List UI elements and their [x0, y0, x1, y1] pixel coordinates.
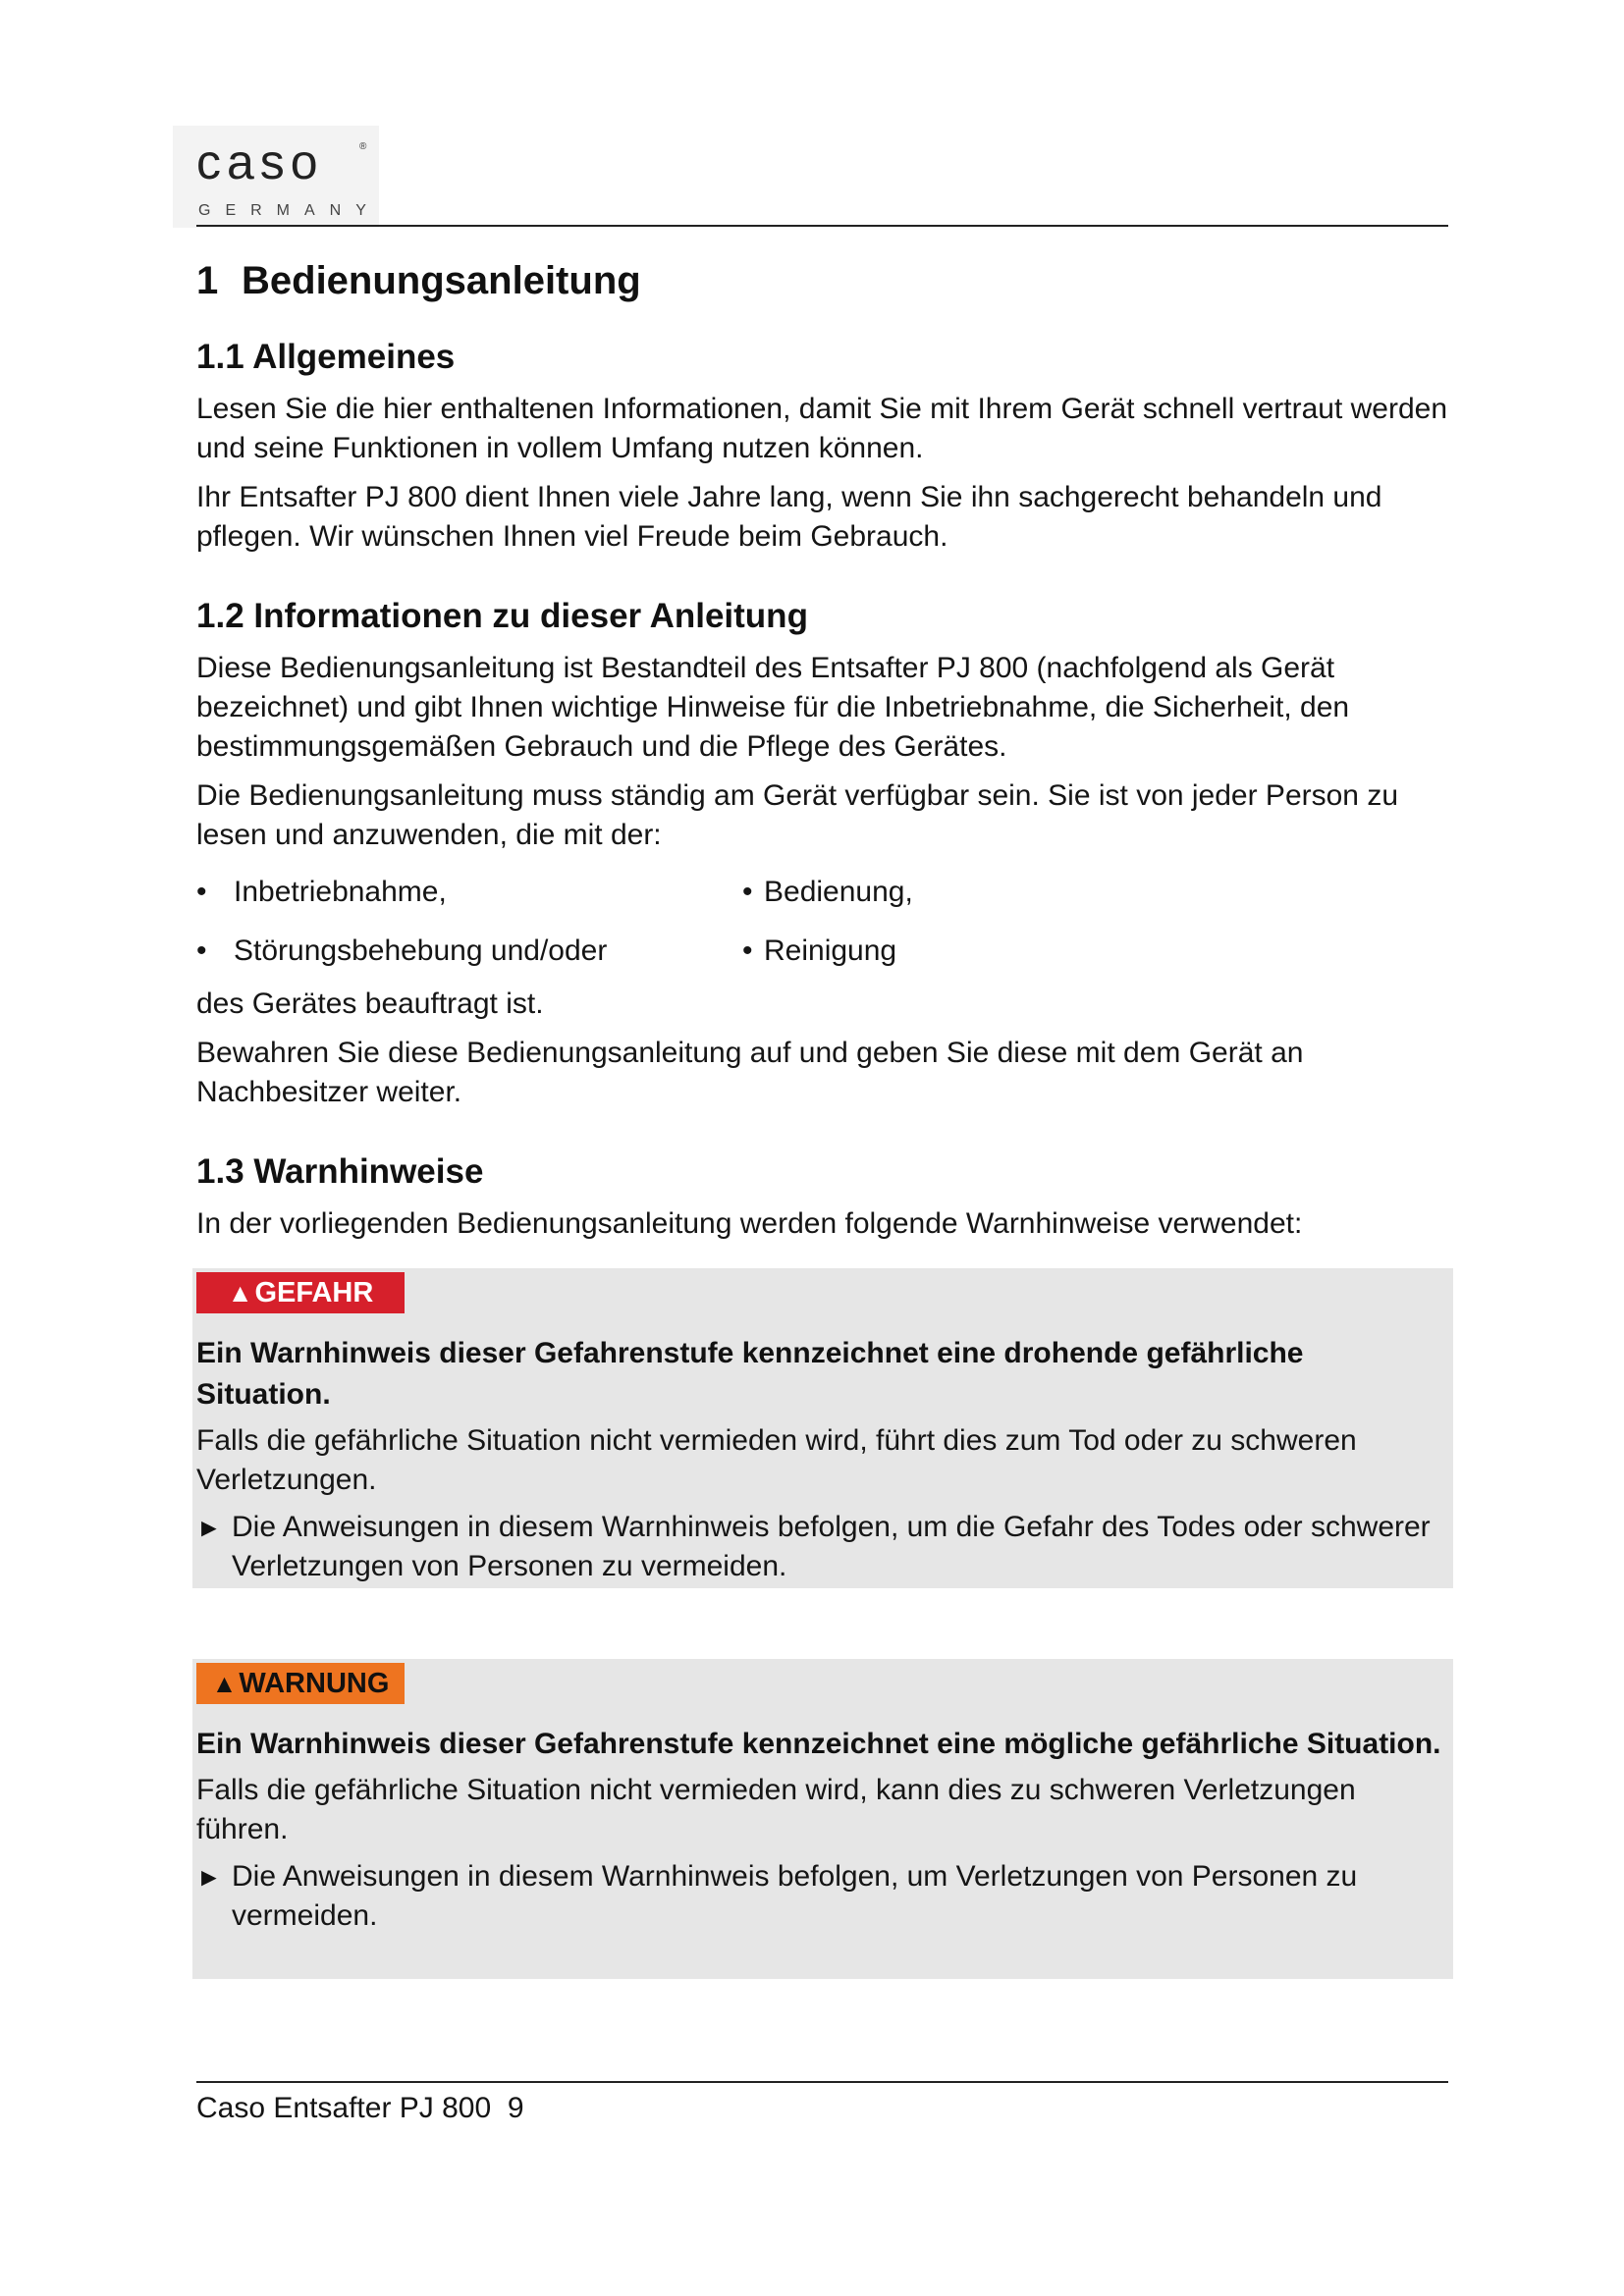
- logo-wordmark: caso: [196, 134, 324, 189]
- paragraph: Die Bedienungsanleitung muss ständig am Gerät verfügbar sein. Sie ist von jeder Person zu lesen und anzuwenden, die mit der:: [196, 779, 1399, 851]
- danger-heading: Ein Warnhinweis dieser Gefahrenstufe kennzeichnet eine drohende gefährliche Situation.: [196, 1337, 1304, 1411]
- caso-logo: [173, 126, 379, 228]
- list-item: • Reinigung: [742, 934, 897, 967]
- bullet-list: [196, 873, 1448, 990]
- chapter-number: 1: [196, 259, 219, 302]
- paragraph: Lesen Sie die hier enthaltenen Informationen, damit Sie mit Ihrem Gerät schnell vertraut werden und seine Funktionen in vollem Umfang nutzen können.: [196, 393, 1448, 464]
- list-item: • Inbetriebnahme,: [196, 876, 447, 908]
- paragraph: In der vorliegenden Bedienungsanleitung werden folgende Warnhinweise verwendet:: [196, 1207, 1303, 1240]
- list-item: • Störungsbehebung und/oder: [196, 934, 608, 967]
- arrow-right-icon: ►: [196, 1513, 222, 1542]
- main-content: [196, 250, 1448, 1244]
- danger-description: Falls die gefährliche Situation nicht vermieden wird, führt dies zum Tod oder zu schweren Verletzungen.: [196, 1424, 1357, 1496]
- danger-notice-box: [192, 1268, 1453, 1588]
- list-item: • Bedienung,: [742, 876, 913, 908]
- paragraph: des Gerätes beauftragt ist.: [196, 988, 544, 1020]
- warning-triangle-icon: ▲: [211, 1669, 238, 1698]
- chapter-heading: [196, 250, 1448, 311]
- danger-action: Die Anweisungen in diesem Warnhinweis befolgen, um die Gefahr des Todes oder schwerer Verletzungen von Personen zu vermeiden.: [232, 1511, 1431, 1582]
- arrow-right-icon: ►: [196, 1862, 222, 1892]
- section-heading-warnhinweise: 1.3 Warnhinweise: [196, 1152, 484, 1191]
- chapter-title: Bedienungsanleitung: [242, 259, 641, 302]
- logo-registered-mark: ®: [359, 141, 367, 152]
- paragraph: Ihr Entsafter PJ 800 dient Ihnen viele Jahre lang, wenn Sie ihn sachgerecht behandeln und pflegen. Wir wünschen Ihnen viel Freude beim Gebrauch.: [196, 481, 1382, 553]
- footer-divider: [196, 2081, 1448, 2083]
- section-heading-informationen: 1.2 Informationen zu dieser Anleitung: [196, 597, 808, 635]
- danger-badge: ▲GEFAHR: [196, 1272, 405, 1313]
- page-footer: Caso Entsafter PJ 800 9: [196, 2092, 524, 2124]
- logo-subline: GERMANY: [198, 202, 381, 219]
- warning-description: Falls die gefährliche Situation nicht vermieden wird, kann dies zu schweren Verletzungen führen.: [196, 1774, 1356, 1845]
- paragraph: Bewahren Sie diese Bedienungsanleitung auf und geben Sie diese mit dem Gerät an Nachbesitzer weiter.: [196, 1037, 1304, 1108]
- warning-notice-text: [196, 1724, 1441, 1936]
- warning-badge: ▲WARNUNG: [196, 1663, 405, 1704]
- warning-action: Die Anweisungen in diesem Warnhinweis befolgen, um Verletzungen von Personen zu vermeiden.: [232, 1860, 1358, 1932]
- warning-triangle-icon: ▲: [227, 1278, 253, 1308]
- section-heading-allgemeines: 1.1 Allgemeines: [196, 338, 456, 376]
- danger-action-item: [196, 1508, 1441, 1586]
- header-divider: [196, 225, 1448, 227]
- warning-heading: Ein Warnhinweis dieser Gefahrenstufe kennzeichnet eine mögliche gefährliche Situation.: [196, 1728, 1441, 1760]
- warning-action-item: [196, 1857, 1441, 1936]
- danger-notice-text: [196, 1333, 1441, 1586]
- warning-notice-box: [192, 1659, 1453, 1979]
- paragraph: Diese Bedienungsanleitung ist Bestandteil des Entsafter PJ 800 (nachfolgend als Gerät bezeichnet) und gibt Ihnen wichtige Hinweise für die Inbetriebnahme, die Sicherheit, den bestimmungsgemäßen Gebrauch und die Pflege des Gerätes.: [196, 652, 1350, 763]
